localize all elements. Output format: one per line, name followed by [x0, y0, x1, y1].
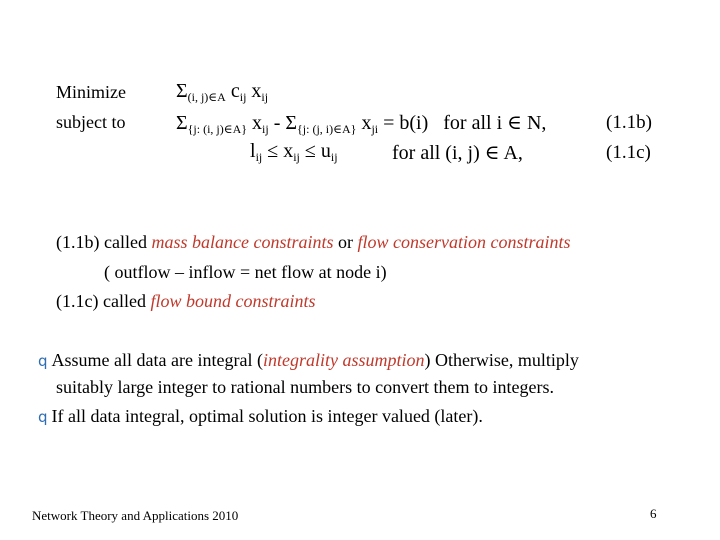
minimize-label: Minimize [56, 82, 126, 102]
bullet-item-integral: q Assume all data are integral (integrality assumption) Otherwise, multiply [38, 350, 579, 370]
term-flow-conservation: flow conservation constraints [357, 232, 571, 252]
bullet-item-integral-cont: suitably large integer to rational numbers to convert them to integers. [56, 377, 555, 397]
footer-title: Network Theory and Applications 2010 [32, 508, 239, 523]
checkbox-bullet-icon: q [38, 352, 48, 370]
note-line-2: ( outflow – inflow = net flow at node i) [104, 262, 387, 282]
subject-to-label: subject to [56, 112, 126, 132]
term-mass-balance: mass balance constraints [151, 232, 334, 252]
note-line-1: (1.1b) called mass balance constraints or flow conservation constraints [56, 232, 571, 252]
forall-arcs-text: for all (i, j) ∈ A, [392, 142, 523, 164]
note-line-3: (1.1c) called flow bound constraints [56, 291, 316, 311]
term-flow-bound: flow bound constraints [150, 291, 316, 311]
bullet-item-optimal: q If all data integral, optimal solution is integer valued (later). [38, 406, 483, 426]
objective-function: $\Sigma_{(i, j)\in A}$ $c_{ij}$ $x_{ij}$ [176, 80, 269, 104]
mass-balance-constraint: $\Sigma_{\{j: (i, j)\in A\}}$ $x_{ij} - \Sigma_{\{j: (j, i)\in A\}}$ $x_{ji} = b(i)$ for all i ∈ N, [176, 112, 547, 136]
page-number: 6 [650, 506, 657, 521]
term-integrality: integrality assumption [262, 350, 425, 370]
checkbox-bullet-icon: q [38, 408, 48, 426]
equation-number-1-1b: (1.1b) [606, 112, 652, 133]
equation-number-1-1c: (1.1c) [606, 142, 651, 163]
flow-bound-constraint: $l_{ij} \le x_{ij} \le u_{ij}$ [250, 140, 338, 164]
